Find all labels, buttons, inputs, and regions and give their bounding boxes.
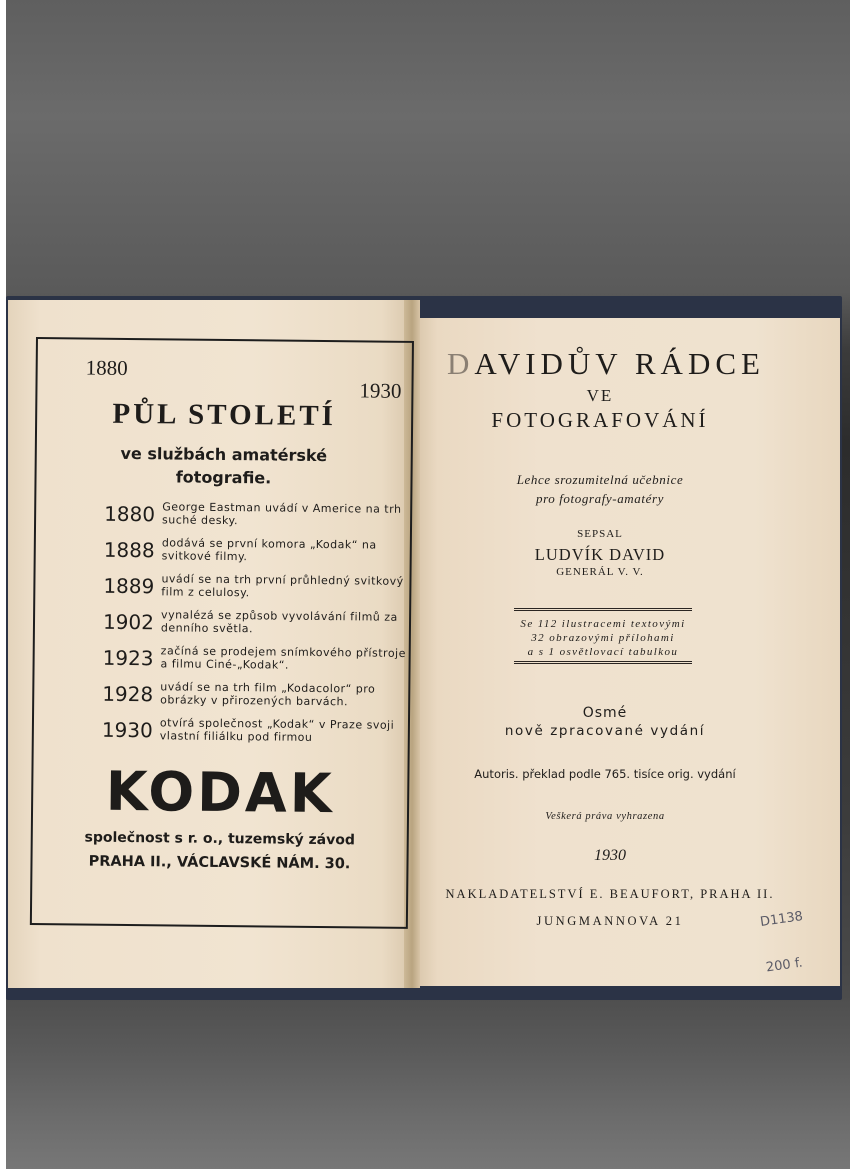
- kodak-brand: KODAK: [105, 759, 335, 826]
- translation-note: Autoris. překlad podle 765. tisíce orig. vydání: [474, 767, 736, 781]
- history-text: dodává se první komora „Kodak“ na svitkové filmy.: [161, 536, 377, 564]
- history-entry: [101, 716, 414, 744]
- sepsal-label: SEPSAL: [577, 528, 623, 540]
- history-year: 1888: [103, 537, 155, 563]
- illustrations-box: [514, 608, 692, 664]
- ad-footer-address: PRAHA II., VÁCLAVSKÉ NÁM. 30.: [88, 853, 351, 873]
- pencil-price-note: 200 f.: [765, 955, 804, 976]
- history-text: otvírá společnost „Kodak“ v Praze svoji vlastní filiálku pod firmou: [159, 716, 395, 744]
- title-faded-letter: D: [447, 346, 475, 381]
- edition-number: Osmé: [582, 705, 628, 721]
- history-text: George Eastman uvádí v Americe na trh suché desky.: [162, 500, 402, 528]
- scan-bottom-shadow: [6, 1000, 850, 1169]
- kodak-advertisement: [30, 337, 414, 929]
- rights-reserved: Veškerá práva vyhrazena: [545, 811, 665, 822]
- history-text: uvádí se na trh film „Kodacolor“ pro obrázky v přirozených barvách.: [160, 680, 376, 709]
- ad-subtitle-line1: ve službách amatérské: [120, 443, 328, 466]
- history-entry: [102, 608, 415, 636]
- box-line1: Se 112 ilustracemi textovými: [520, 618, 686, 630]
- history-text: uvádí se na trh první průhledný svitkový film z celulosy.: [161, 572, 404, 600]
- edition-description: nově zpracované vydání: [504, 723, 706, 739]
- box-line3: a s 1 osvětlovací tabulkou: [527, 646, 679, 658]
- history-year: 1923: [102, 645, 154, 671]
- pencil-code-note: D1138: [759, 909, 804, 930]
- history-entry: [103, 536, 416, 564]
- history-year: 1902: [102, 609, 155, 635]
- history-entry: [104, 500, 416, 528]
- history-entry: [102, 680, 414, 709]
- ad-footer-company: společnost s r. o., tuzemský závod: [84, 829, 356, 849]
- author-rank: GENERÁL V. V.: [556, 566, 644, 578]
- history-text: začíná se prodejem snímkového přístroje a filmu Ciné-„Kodak“.: [160, 644, 406, 672]
- description-line1: Lehce srozumitelná učebnice: [516, 472, 684, 487]
- publisher: NAKLADATELSTVÍ E. BEAUFORT, PRAHA II.: [445, 887, 775, 901]
- title-fotografovani: FOTOGRAFOVÁNÍ: [491, 408, 709, 432]
- history-entry: [102, 644, 415, 672]
- history-year: 1930: [101, 717, 153, 743]
- publisher-address: JUNGMANNOVA 21: [536, 914, 684, 928]
- history-year: 1880: [104, 501, 156, 527]
- history-year: 1928: [102, 681, 154, 707]
- ad-subtitle-line2: fotografie.: [175, 467, 272, 488]
- publication-year: 1930: [594, 847, 626, 864]
- author-name: LUDVÍK DAVID: [534, 545, 666, 564]
- description-line2: pro fotografy-amatéry: [535, 491, 665, 506]
- box-line2: 32 obrazovými přílohami: [531, 632, 675, 644]
- title-ve: VE: [586, 386, 614, 405]
- history-entry: [103, 572, 416, 600]
- history-year: 1889: [103, 573, 155, 599]
- ad-year-start: 1880: [85, 355, 128, 380]
- ad-title: PŮL STOLETÍ: [112, 397, 337, 433]
- history-text: vynalézá se způsob vyvolávání filmů za denního světla.: [160, 608, 398, 636]
- title-main: AVIDŮV RÁDCE: [474, 346, 765, 381]
- book-description: [480, 470, 720, 508]
- ad-year-end: 1930: [359, 378, 402, 403]
- book-title: [428, 346, 784, 382]
